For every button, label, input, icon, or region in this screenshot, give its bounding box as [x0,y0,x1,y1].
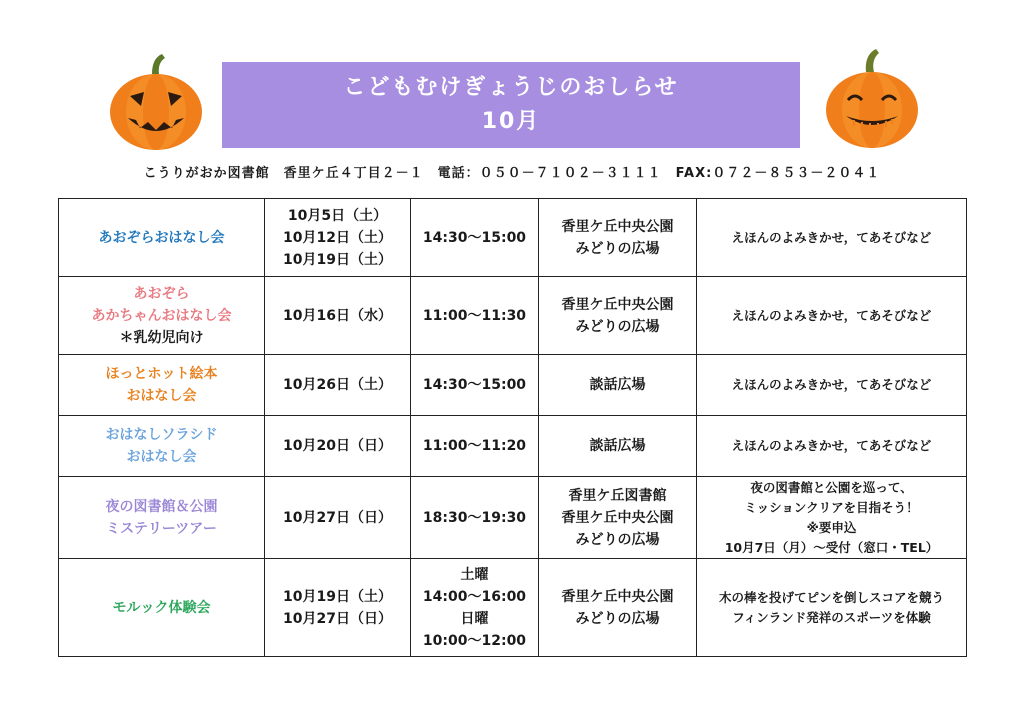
event-date: 10月26日（土） [265,355,411,416]
event-date: 10月5日（土） 10月12日（土） 10月19日（土） [265,199,411,277]
event-name: ほっとホット絵本 おはなし会 [59,355,265,416]
event-place: 談話広場 [539,416,697,477]
jack-o-lantern-icon [824,48,920,150]
event-place: 談話広場 [539,355,697,416]
event-place: 香里ケ丘中央公園 みどりの広場 [539,277,697,355]
event-detail: えほんのよみきかせ，てあそびなど [697,416,967,477]
page-title: こどもむけぎょうじのおしらせ [343,75,679,100]
event-place: 香里ケ丘図書館 香里ケ丘中央公園 みどりの広場 [539,477,697,559]
event-time: 11:00～11:20 [411,416,539,477]
event-detail: えほんのよみきかせ，てあそびなど [697,199,967,277]
event-name: 夜の図書館＆公園 ミステリーツアー [59,477,265,559]
event-detail: えほんのよみきかせ，てあそびなど [697,355,967,416]
event-name: おはなしソラシド おはなし会 [59,416,265,477]
event-date: 10月27日（日） [265,477,411,559]
event-time: 土曜 14:00～16:00 日曜 10:00～12:00 [411,559,539,657]
table-row [59,416,967,477]
event-date: 10月16日（水） [265,277,411,355]
event-place: 香里ケ丘中央公園 みどりの広場 [539,559,697,657]
event-date: 10月20日（日） [265,416,411,477]
event-time: 14:30～15:00 [411,199,539,277]
library-contact-info: こうりがおか図書館 香里ケ丘４丁目２－１ 電話：０５０－７１０２－３１１１ FAX:０７２－８５３－２０４１ [143,166,881,181]
table-row [59,355,967,416]
event-name: あおぞらおはなし会 [59,199,265,277]
event-date: 10月19日（土） 10月27日（日） [265,559,411,657]
event-schedule-table [58,198,967,657]
table-row [59,477,967,559]
event-detail: えほんのよみきかせ，てあそびなど [697,277,967,355]
event-place: 香里ケ丘中央公園 みどりの広場 [539,199,697,277]
event-time: 18:30～19:30 [411,477,539,559]
event-name: あおぞら あかちゃんおはなし会 ＊乳幼児向け [59,277,265,355]
title-banner [222,62,800,148]
event-detail: 木の棒を投げてピンを倒しスコアを競う フィンランド発祥のスポーツを体験 [697,559,967,657]
event-time: 11:00～11:30 [411,277,539,355]
table-row [59,277,967,355]
event-detail: 夜の図書館と公園を巡って、 ミッションクリアを目指そう！ ※要申込 10月7日（月）～受付（窓口・TEL） [697,477,967,559]
table-row [59,199,967,277]
event-name: モルック体験会 [59,559,265,657]
event-time: 14:30～15:00 [411,355,539,416]
jack-o-lantern-icon [108,52,204,152]
table-row [59,559,967,657]
page-subtitle-month: 10月 [481,109,541,134]
